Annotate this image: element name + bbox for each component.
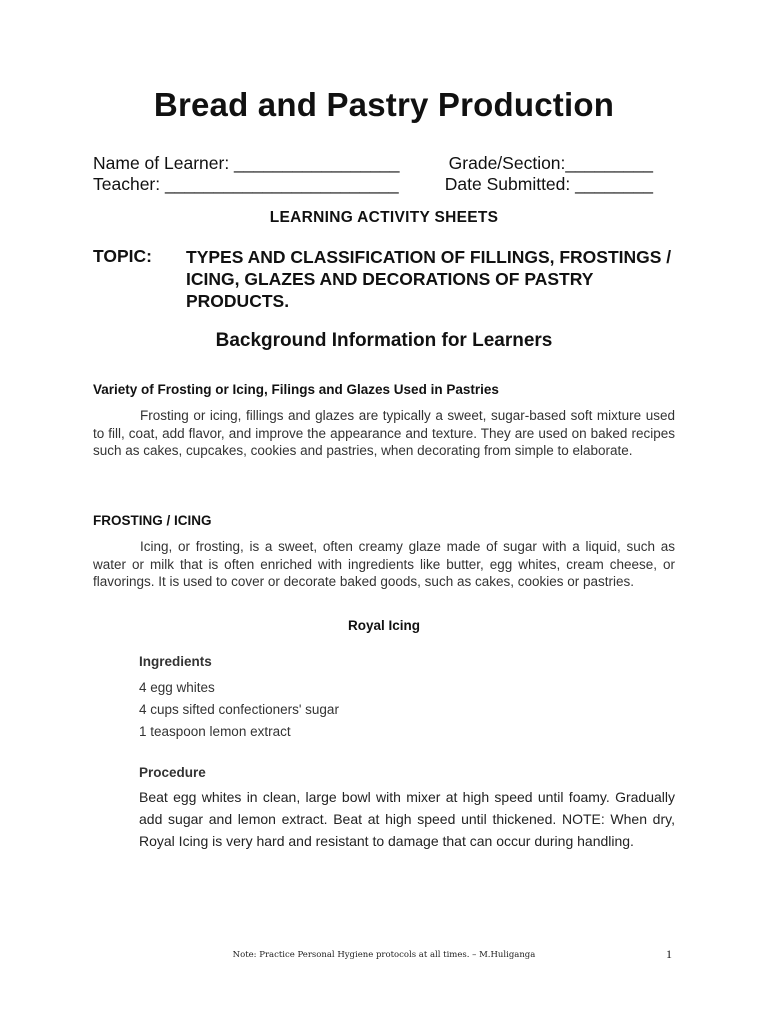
variety-heading: Variety of Frosting or Icing, Filings and Glazes Used in Pastries bbox=[93, 382, 499, 397]
ingredient-item: 1 teaspoon lemon extract bbox=[139, 724, 291, 739]
procedure-heading: Procedure bbox=[139, 765, 206, 780]
ingredient-item: 4 cups sifted confectioners' sugar bbox=[139, 702, 339, 717]
procedure-text: Beat egg whites in clean, large bowl with mixer at high speed until foamy. Gradually add sugar and lemon extract. Beat at high speed until thickened. NOTE: When dry, Royal Icing is very hard and resistant to damage that can occur during handling. bbox=[139, 789, 675, 849]
teacher-date-row bbox=[93, 174, 653, 195]
frosting-heading: FROSTING / ICING bbox=[93, 513, 212, 528]
teacher-field: Teacher: ________________________ bbox=[93, 174, 399, 194]
topic-label: TOPIC: bbox=[93, 246, 152, 266]
page-number: 1 bbox=[666, 947, 672, 961]
variety-paragraph: Frosting or icing, fillings and glazes are typically a sweet, sugar-based soft mixture used to fill, coat, add flavor, and improve the appearance and texture. They are used on baked recipes such as cakes, cupcakes, cookies and pastries, when decorating from simple to elaborate. bbox=[93, 408, 675, 458]
grade-section-field: Grade/Section:_________ bbox=[448, 153, 653, 173]
footer-note: Note: Practice Personal Hygiene protocols at all times. – M.Huliganga bbox=[232, 950, 536, 960]
background-heading: Background Information for Learners bbox=[215, 330, 553, 351]
ingredients-list bbox=[139, 677, 339, 743]
ingredients-heading: Ingredients bbox=[139, 654, 212, 669]
document-title: Bread and Pastry Production bbox=[153, 86, 615, 123]
recipe-title: Royal Icing bbox=[347, 618, 420, 633]
topic-text: TYPES AND CLASSIFICATION OF FILLINGS, FROSTINGS / ICING, GLAZES AND DECORATIONS OF PASTRY PRODUCTS. bbox=[186, 247, 672, 311]
frosting-paragraph: Icing, or frosting, is a sweet, often creamy glaze made of sugar with a liquid, such as water or milk that is often enriched with ingredients like butter, egg whites, cream cheese, or flavorings. It is used to cover or decorate baked goods, such as cakes, cookies or pastries. bbox=[93, 539, 675, 589]
activity-sheets-heading: LEARNING ACTIVITY SHEETS bbox=[269, 209, 499, 226]
learner-grade-row bbox=[93, 153, 653, 174]
date-submitted-field: Date Submitted: ________ bbox=[444, 174, 653, 194]
name-of-learner-field: Name of Learner: _________________ bbox=[93, 153, 400, 173]
ingredient-item: 4 egg whites bbox=[139, 680, 215, 695]
